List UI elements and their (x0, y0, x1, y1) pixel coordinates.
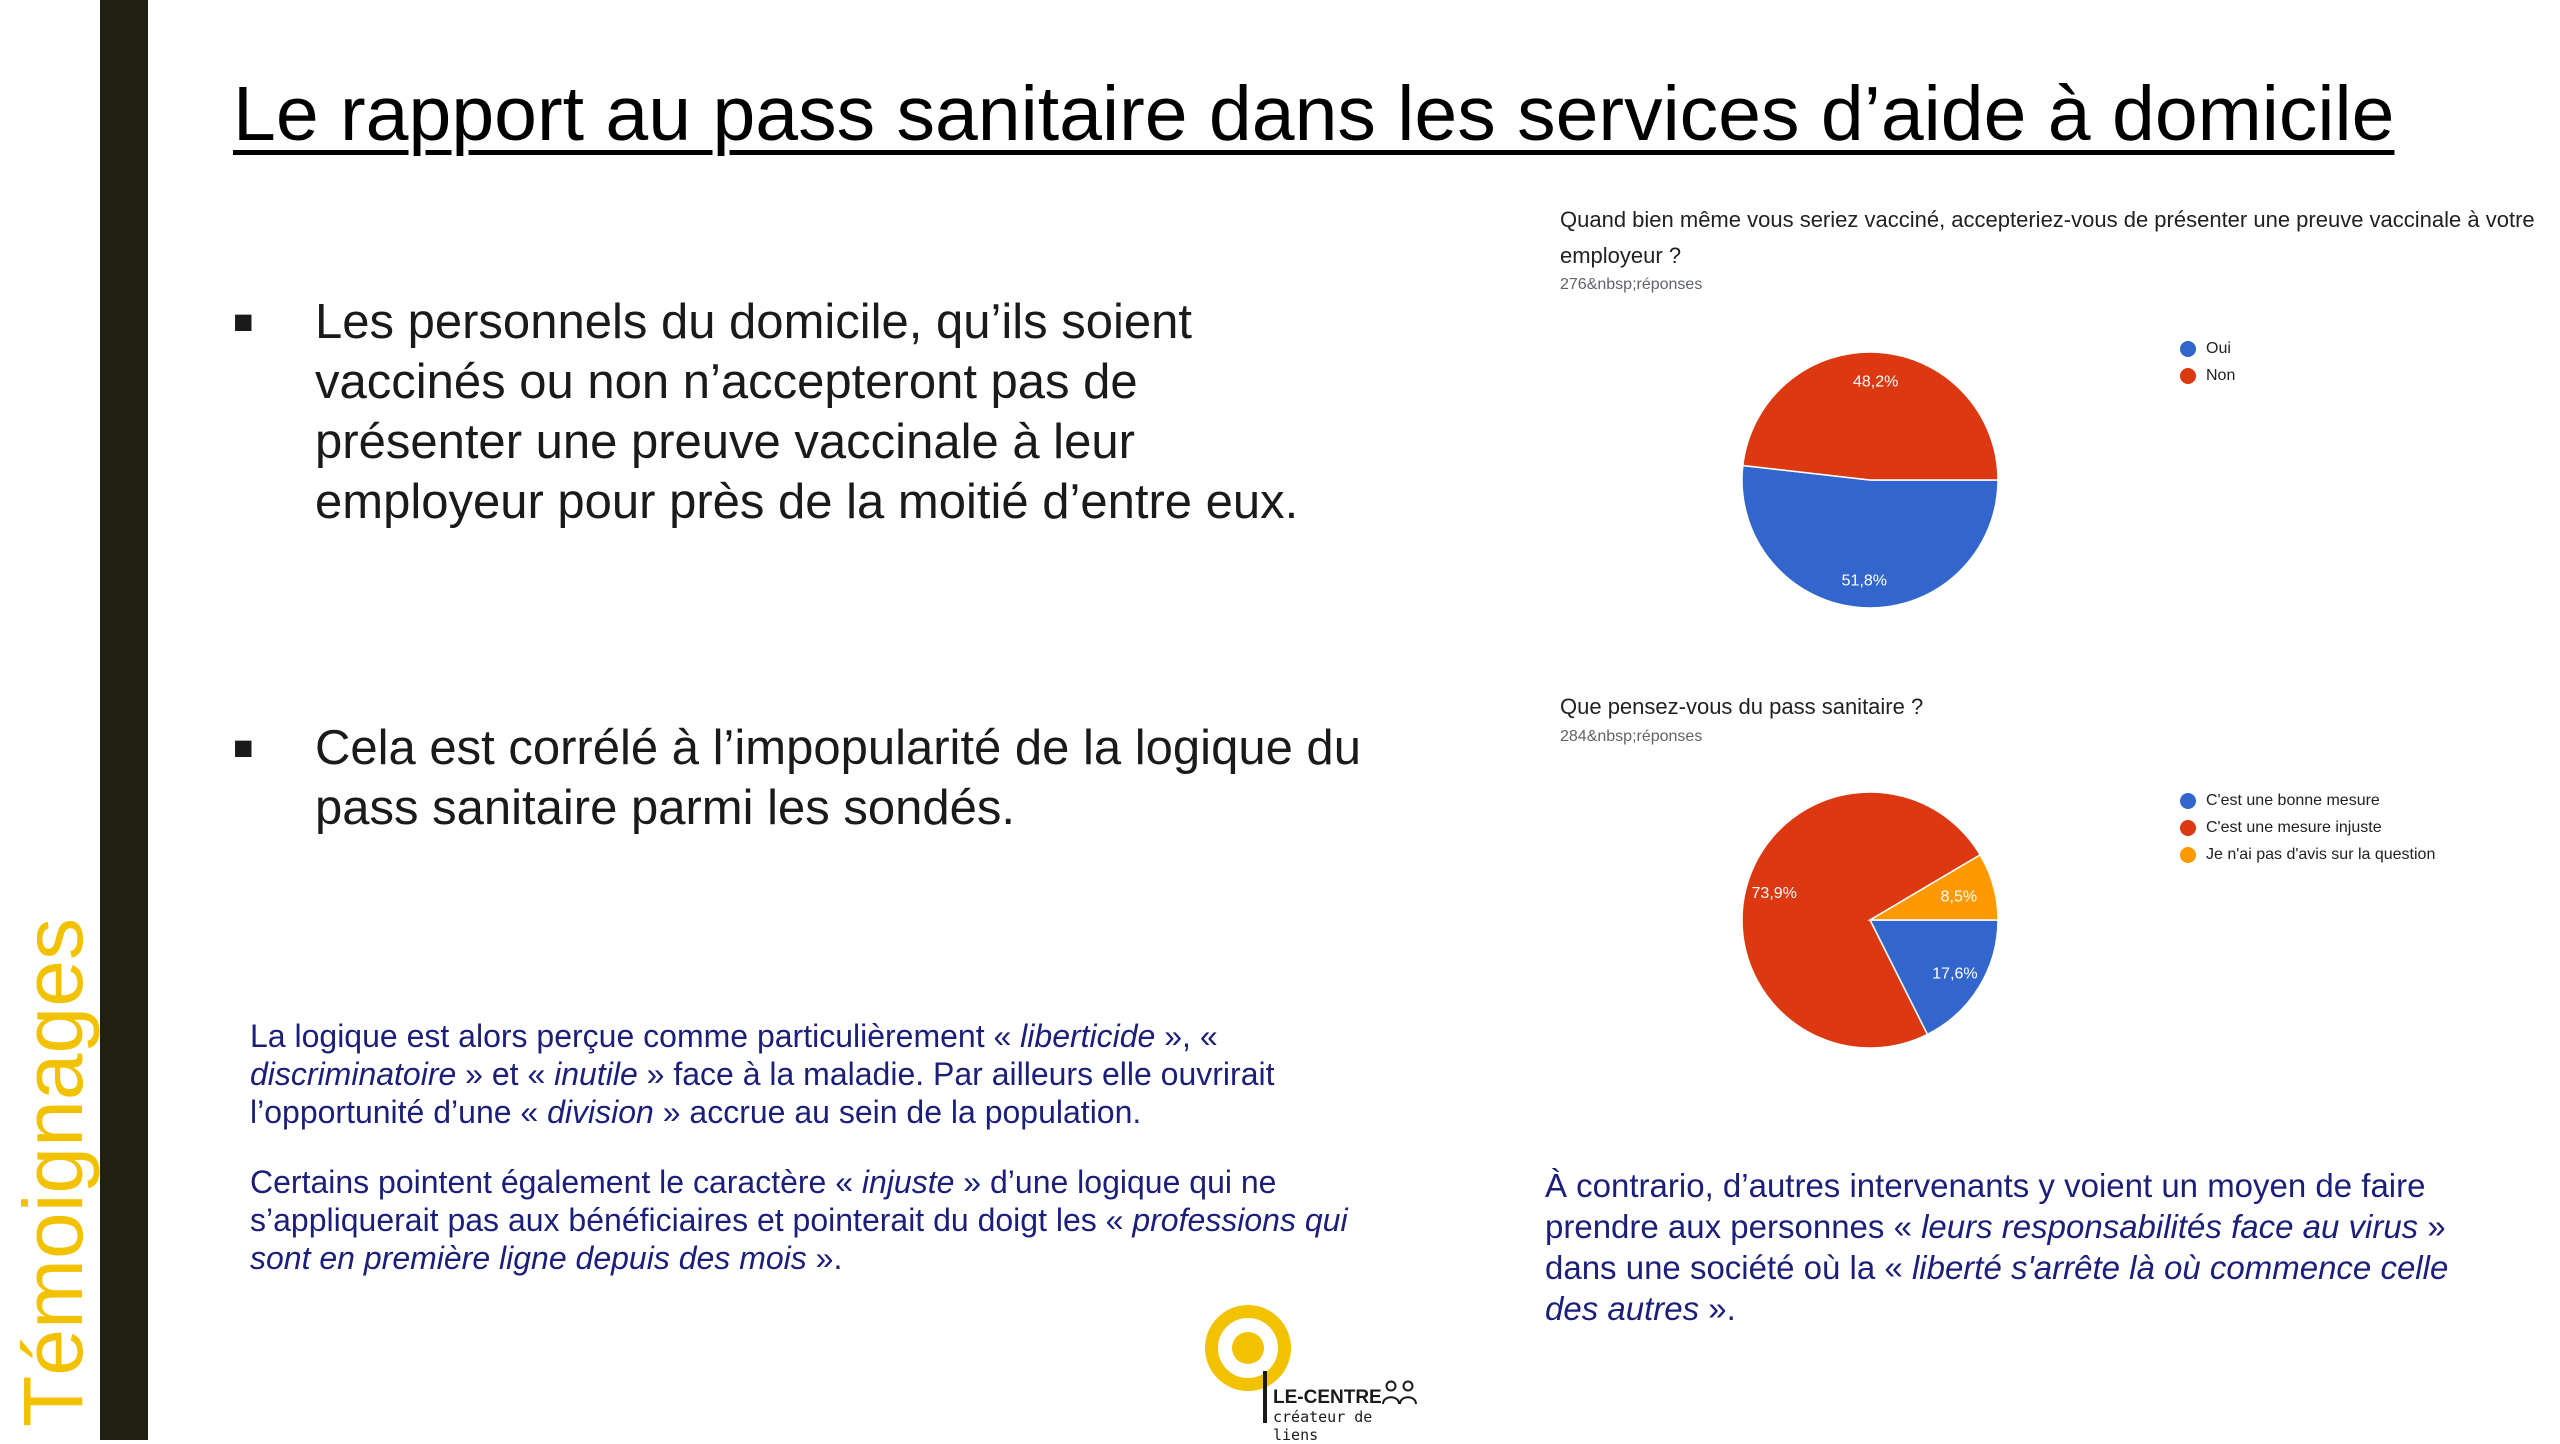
legend-swatch-icon (2180, 820, 2196, 836)
bullet-marker: ■ (233, 729, 254, 767)
pie-chart-vaccine-proof (1730, 340, 2010, 620)
legend-label: C'est une mesure injuste (2206, 818, 2382, 836)
legend-swatch-icon (2180, 341, 2196, 357)
chart-2-legend (2180, 787, 2435, 868)
sidebar-bar (100, 0, 148, 1440)
pie-slice-2 (1743, 352, 1998, 480)
logo-divider (1263, 1371, 1267, 1423)
legend-label: Je n'ai pas d'avis sur la question (2206, 845, 2436, 863)
logo-tagline: créateur de liens (1273, 1408, 1373, 1444)
pie-chart-pass-opinion (1730, 780, 2010, 1060)
chart-2-responses: 284&nbsp;réponses (1560, 728, 1703, 745)
legend-label: C'est une bonne mesure (2206, 791, 2380, 809)
page-title: Le rapport au pass sanitaire dans les services d’aide à domicile (233, 71, 2395, 157)
chart-1-responses: 276&nbsp;réponses (1560, 276, 1703, 293)
people-icon (1381, 1379, 1419, 1405)
bullet-text: Les personnels du domicile, qu’ils soient vaccinés ou non n’accepteront pas de présenter une preuve vaccinale à leur employeur pour près de la moitié d’entre eux. (315, 295, 1299, 529)
legend-swatch-icon (2180, 368, 2196, 384)
legend-item (2180, 335, 2235, 362)
logo (1205, 1305, 1425, 1444)
legend-swatch-icon (2180, 847, 2196, 863)
legend-item (2180, 841, 2435, 868)
logo-dot-icon (1232, 1332, 1264, 1364)
pie-data-label: 48,2% (1852, 373, 1899, 391)
legend-label: Non (2206, 366, 2236, 384)
logo-name: LE-CENTRE (1273, 1387, 1382, 1408)
pie-data-label: 73,9% (1751, 884, 1797, 902)
legend-item (2180, 362, 2235, 389)
legend-label: Oui (2206, 339, 2231, 357)
legend-item (2180, 787, 2435, 814)
quote-a-contrario: À contrario, d’autres intervenants y voient un moyen de faire prendre aux personnes « leurs responsabilités face au virus » dans une société où la « liberté s'arrête là où commence celle des autres ». (1545, 1167, 2449, 1327)
bullet-marker: ■ (233, 303, 254, 341)
legend-swatch-icon (2180, 793, 2196, 809)
sidebar-label: Témoignages (6, 918, 100, 1427)
bullet-text: Cela est corrélé à l’impopularité de la logique du pass sanitaire parmi les sondés. (315, 721, 1361, 835)
quote-injuste: Certains pointent également le caractère « injuste » d’une logique qui ne s’appliquerait pas aux bénéficiaires et pointerait du doigt les « professions qui sont en première ligne depuis des mois ». (250, 1164, 1348, 1276)
legend-item (2180, 814, 2435, 841)
pie-data-label: 17,6% (1932, 965, 1978, 983)
chart-1-question: Quand bien même vous seriez vacciné, accepteriez-vous de présenter une preuve vaccinale à votre employeur ? (1560, 207, 2535, 268)
pie-data-label: 51,8% (1841, 572, 1888, 590)
quote-liberticide: La logique est alors perçue comme particulièrement « liberticide », « discriminatoire » et « inutile » face à la maladie. Par ailleurs elle ouvrirait l’opportunité d’une « division » accrue au sein de la population. (250, 1018, 1275, 1130)
pie-data-label: 8,5% (1940, 888, 1978, 906)
chart-1-legend (2180, 335, 2235, 389)
chart-2-question: Que pensez-vous du pass sanitaire ? (1560, 694, 1924, 719)
